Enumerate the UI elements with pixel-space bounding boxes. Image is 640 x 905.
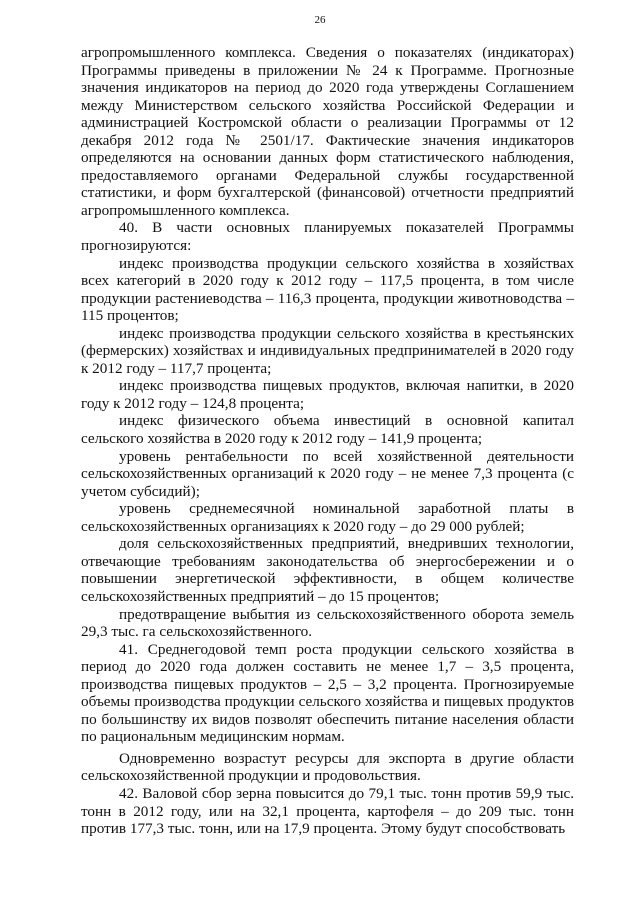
list-item-production-index-all: индекс производства продукции сельского хозяйства в хозяйствах всех категорий в 2020 году к 2012 году – 117,5 процента, в том числе продукции растениеводства – 116,3 процента, продукции животноводства – 115 процентов;	[81, 254, 574, 325]
list-item-profitability: уровень рентабельности по всей хозяйственной деятельности сельскохозяйственных организаций к 2020 году – не менее 7,3 процента (с учетом субсидий);	[81, 447, 574, 500]
paragraph-41-growth-rate: 41. Среднегодовой темп роста продукции сельского хозяйства в период до 2020 года должен составить не менее 1,7 – 3,5 процента, производства пищевых продуктов – 2,5 – 3,2 процента. Прогнозируемые объемы производства продукции сельского хозяйства и пищевых продуктов по большинству их видов позволят обеспечить питание населения области по рациональным медицинским нормам.	[81, 640, 574, 746]
page-number: 26	[314, 14, 326, 26]
document-body	[81, 44, 574, 838]
list-item-average-wage: уровень среднемесячной номинальной заработной платы в сельскохозяйственных организациях к 2020 году – до 29 000 рублей;	[81, 500, 574, 535]
list-item-energy-efficiency-share: доля сельскохозяйственных предприятий, внедривших технологии, отвечающие требованиям законодательства об энергосбережении и о повышении энергетической эффективности, в общем количестве сельскохозяйственных предприятий – до 15 процентов;	[81, 535, 574, 605]
paragraph-indicators-info: агропромышленного комплекса. Сведения о показателях (индикаторах) Программы приведены в приложении № 24 к Программе. Прогнозные значения индикаторов на период до 2020 года утверждены Соглашением между Министерством сельского хозяйства Российской Федерации и администрацией Костромской области о реализации Программы от 12 декабря 2012 года № 2501/17. Фактические значения индикаторов определяются на основании данных форм статистического наблюдения, предоставляемого органами Федеральной службы государственной статистики, и форм бухгалтерской (финансовой) отчетности предприятий агропромышленного комплекса.	[81, 44, 574, 219]
list-item-land-retention: предотвращение выбытия из сельскохозяйственного оборота земель 29,3 тыс. га сельскохозяйственного.	[81, 605, 574, 641]
paragraph-42-grain-harvest: 42. Валовой сбор зерна повысится до 79,1 тыс. тонн против 59,9 тыс. тонн в 2012 году, или на 32,1 процента, картофеля – до 209 тыс. тонн против 177,3 тыс. тонн, или на 17,9 процента. Этому будут способствовать	[81, 784, 574, 838]
list-item-food-production-index: индекс производства пищевых продуктов, включая напитки, в 2020 году к 2012 году – 124,8 процента;	[81, 377, 574, 412]
list-item-production-index-farms: индекс производства продукции сельского хозяйства в крестьянских (фермерских) хозяйствах и индивидуальных предпринимателей в 2020 году к 2012 году – 117,7 процента;	[81, 324, 574, 377]
list-item-investment-index: индекс физического объема инвестиций в основной капитал сельского хозяйства в 2020 году к 2012 году – 141,9 процента;	[81, 412, 574, 448]
paragraph-export-resources: Одновременно возрастут ресурсы для экспорта в другие области сельскохозяйственной продукции и продовольствия.	[81, 749, 574, 785]
paragraph-40-intro: 40. В части основных планируемых показателей Программы прогнозируются:	[81, 219, 574, 255]
